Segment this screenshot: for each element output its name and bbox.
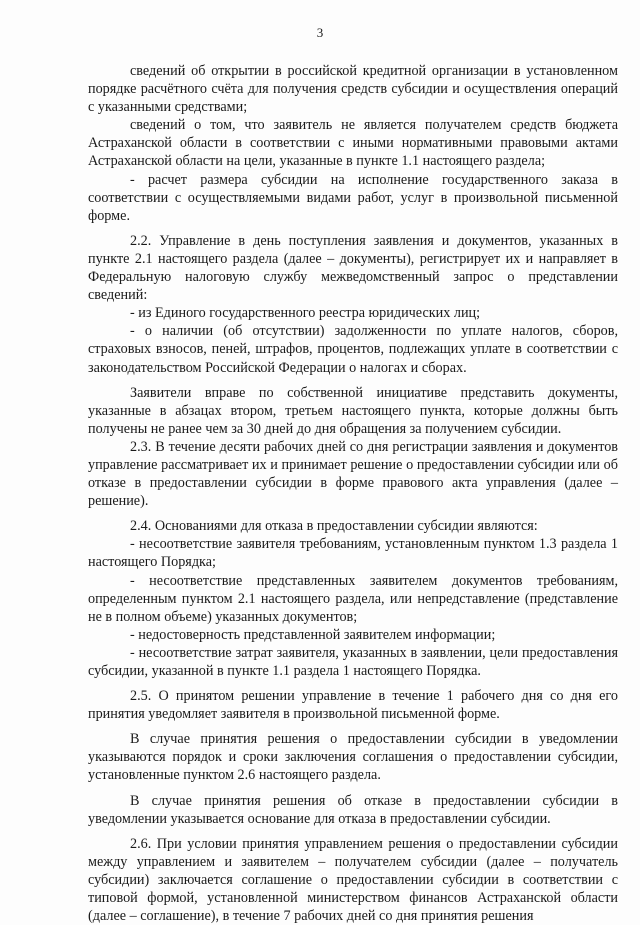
paragraph: 2.4. Основаниями для отказа в предоставлении субсидии являются: xyxy=(130,518,538,535)
paragraph: - недостоверность представленной заявителем информации; xyxy=(130,626,496,643)
paragraph: В случае принятия решения о предоставлении субсидии в уведомлении указываются порядок и сроки заключения соглашения о предоставлении субсидии, установленные пунктом 2.6 настоящего раздела. xyxy=(88,731,618,784)
paragraph: сведений о том, что заявитель не является получателем средств бюджета Астраханской области в соответствии с иными нормативными правовыми актами Астраханской области на цели, указанные в пункте 1.1 настоящего раздела; xyxy=(88,117,618,170)
document-body xyxy=(88,62,618,925)
paragraph: - расчет размера субсидии на исполнение государственного заказа в соответствии с осуществляемыми видами работ, услуг в произвольной письменной форме. xyxy=(88,171,618,224)
page-number: 3 xyxy=(316,25,324,40)
paragraph: 2.2. Управление в день поступления заявления и документов, указанных в пункте 2.1 настоящего раздела (далее – документы), регистрирует их и направляет в Федеральную налоговую службу межведомственный запрос о представлении сведений: xyxy=(88,232,618,304)
paragraph: 2.3. В течение десяти рабочих дней со дня регистрации заявления и документов управление рассматривает их и принимает решение о предоставлении субсидии или об отказе в предоставлении субсидии в форме правового акта управления (далее – решение). xyxy=(88,438,618,510)
paragraph: сведений об открытии в российской кредитной организации в установленном порядке расчётного счёта для получения средств субсидии и осуществления операций с указанными средствами; xyxy=(88,63,618,116)
paragraph: - несоответствие затрат заявителя, указанных в заявлении, цели предоставления субсидии, указанной в пункте 1.1 раздела 1 настоящего Порядка. xyxy=(88,644,618,679)
paragraph: - несоответствие представленных заявителем документов требованиям, определенным пунктом 2.1 настоящего раздела, или непредставление (представление не в полном объеме) указанных документов; xyxy=(88,572,618,625)
paragraph: - о наличии (об отсутствии) задолженности по уплате налогов, сборов, страховых взносов, пеней, штрафов, процентов, подлежащих уплате в соответствии с законодательством Российской Федерации о налогах и сборах. xyxy=(88,323,618,376)
paragraph: В случае принятия решения об отказе в предоставлении субсидии в уведомлении указывается основание для отказа в предоставлении субсидии. xyxy=(88,792,618,827)
paragraph: Заявители вправе по собственной инициативе представить документы, указанные в абзацах втором, третьем настоящего пункта, которые должны быть получены не ранее чем за 30 дней до дня обращения за получением субсидии. xyxy=(88,384,618,437)
paragraph: 2.6. При условии принятия управлением решения о предоставлении субсидии между управлением и заявителем – получателем субсидии (далее – получатель субсидии) заключается соглашение о предоставлении субсидии в соответствии с типовой формой, установленной министерством финансов Астраханской области (далее – соглашение), в течение 7 рабочих дней со дня принятия решения xyxy=(88,835,618,925)
paragraph: 2.5. О принятом решении управление в течение 1 рабочего дня со дня его принятия уведомляет заявителя в произвольной письменной форме. xyxy=(88,688,618,723)
paragraph: - несоответствие заявителя требованиям, установленным пунктом 1.3 раздела 1 настоящего Порядка; xyxy=(88,536,618,571)
paragraph: - из Единого государственного реестра юридических лиц; xyxy=(130,305,481,322)
